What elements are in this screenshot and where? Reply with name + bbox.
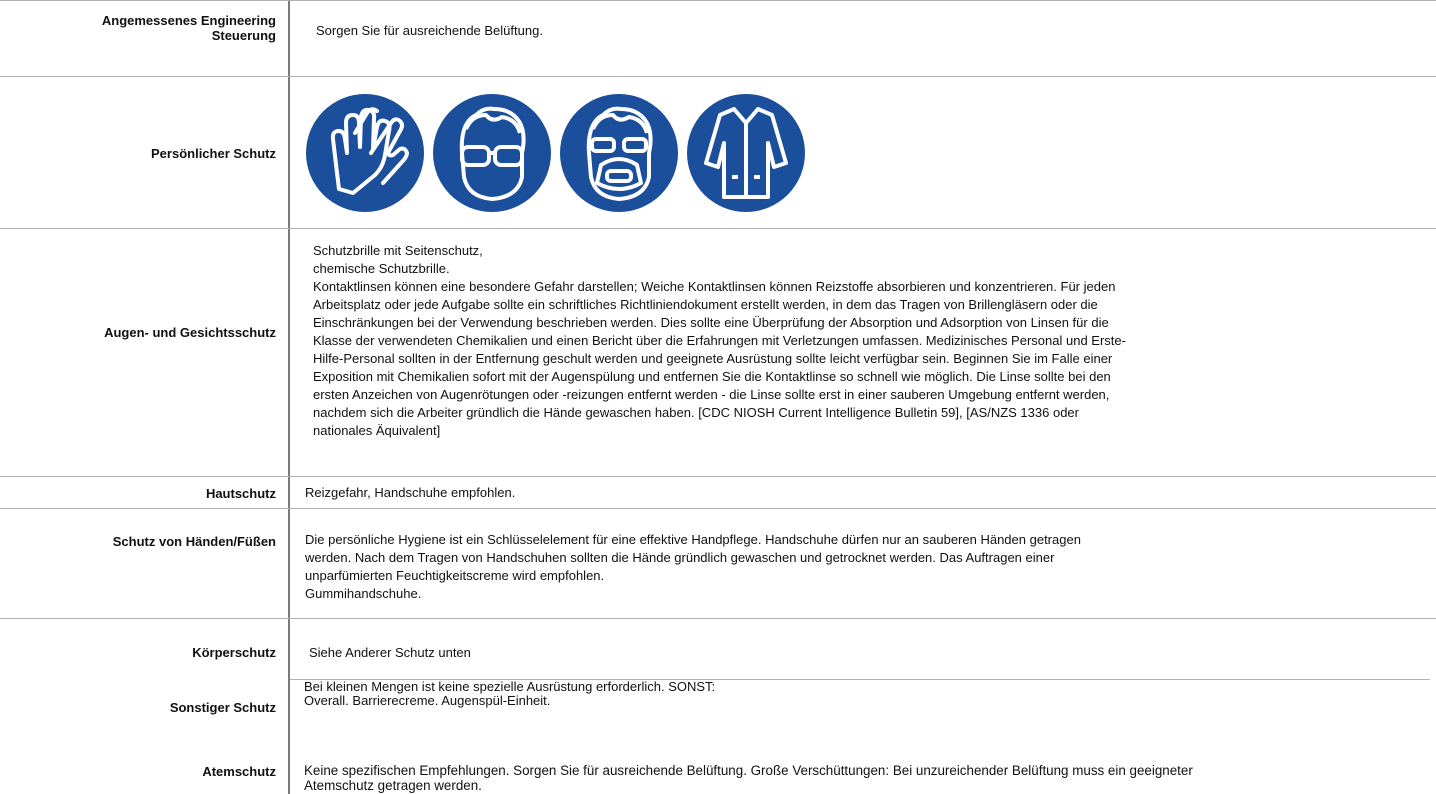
text-line: Hilfe-Personal sollten in der Entfernung geschult werden und geeignete Ausrüstung sollte leicht verfügbar sein. Beginnen Sie im Falle einer xyxy=(313,351,1113,366)
other-protection-text xyxy=(304,680,715,708)
text-line: Schutzbrille mit Seitenschutz, xyxy=(313,243,483,258)
skin-protection-label: Hautschutz xyxy=(205,486,276,501)
lab-coat-icon xyxy=(686,93,806,213)
text-line: Overall. Barrierecreme. Augenspül-Einheit. xyxy=(304,693,551,708)
text-line: Reizgefahr, Handschuhe empfohlen. xyxy=(305,485,516,500)
hand-foot-protection-text xyxy=(305,531,1081,603)
other-protection-label: Sonstiger Schutz xyxy=(169,700,276,715)
text-line: Einschränkungen bei der Verwendung beschrieben werden. Dies sollte eine Überprüfung der Absorption und Adsorption von Linsen für die xyxy=(313,315,1109,330)
text-line: Atemschutz getragen werden. xyxy=(304,778,482,793)
ppe-icon-row xyxy=(305,93,806,213)
text-line: nachdem sich die Arbeiter gründlich die Hände gewaschen haben. [CDC NIOSH Current Intelligence Bulletin 59], [AS/NZS 1336 oder xyxy=(313,405,1079,420)
text-line: nationales Äquivalent] xyxy=(313,423,441,438)
body-protection-label: Körperschutz xyxy=(192,645,276,660)
text-line: chemische Schutzbrille. xyxy=(313,261,450,276)
body-protection-text xyxy=(309,644,471,662)
text-line: Klasse der verwendeten Chemikalien und einen Bericht über die Erfahrungen mit Verletzungen umfassen. Medizinisches Personal und Erste- xyxy=(313,333,1126,348)
text-line: Kontaktlinsen können eine besondere Gefahr darstellen; Weiche Kontaktlinsen können Reizstoffe absorbieren und konzentrieren. Für jeden xyxy=(313,279,1116,294)
skin-protection-text xyxy=(305,484,515,502)
engineering-controls-label xyxy=(6,13,276,43)
engineering-controls-text xyxy=(316,22,543,40)
row-divider xyxy=(0,618,1436,619)
engineering-label-line: Angemessenes Engineering xyxy=(101,13,276,28)
text-line: Bei kleinen Mengen ist keine spezielle Ausrüstung erforderlich. SONST: xyxy=(304,679,716,694)
row-divider xyxy=(0,0,1436,1)
text-line: Siehe Anderer Schutz unten xyxy=(309,645,471,660)
engineering-text: Sorgen Sie für ausreichende Belüftung. xyxy=(316,23,543,38)
engineering-label-line: Steuerung xyxy=(211,28,276,43)
gloves-icon xyxy=(305,93,425,213)
text-line: ersten Anzeichen von Augenrötungen oder -reizungen entfernt werden - die Linse sollte erst in einer sauberen Umgebung entfernt werden, xyxy=(313,387,1110,402)
column-divider xyxy=(288,0,290,794)
row-divider xyxy=(0,476,1436,477)
personal-protection-label: Persönlicher Schutz xyxy=(151,146,276,161)
respirator-mask-icon xyxy=(559,93,679,213)
row-divider xyxy=(0,76,1436,77)
row-divider xyxy=(0,508,1436,509)
respiratory-protection-label: Atemschutz xyxy=(202,764,276,779)
respiratory-protection-text xyxy=(304,763,1193,793)
hand-foot-protection-label: Schutz von Händen/Füßen xyxy=(112,534,276,549)
text-line: Keine spezifischen Empfehlungen. Sorgen Sie für ausreichende Belüftung. Große Verschüttungen: Bei unzureichender Belüftung muss ein geeigneter xyxy=(304,763,1193,778)
row-divider xyxy=(0,228,1436,229)
eye-protection-label: Augen- und Gesichtsschutz xyxy=(104,325,276,340)
text-line: unparfümierten Feuchtigkeitscreme wird empfohlen. xyxy=(305,568,605,583)
eye-protection-text xyxy=(313,242,1126,440)
text-line: Arbeitsplatz oder jede Aufgabe sollte ein schriftliches Richtliniendokument erstellt werden, in dem das Tragen von Brillengläsern oder die xyxy=(313,297,1098,312)
text-line: Exposition mit Chemikalien sofort mit der Augenspülung und entfernen Sie die Kontaktlinse so schnell wie möglich. Die Linse sollte bei den xyxy=(313,369,1111,384)
text-line: werden. Nach dem Tragen von Handschuhen sollten die Hände gründlich gewaschen und getrocknet werden. Das Auftragen einer xyxy=(305,550,1055,565)
text-line: Gummihandschuhe. xyxy=(305,586,422,601)
text-line: Die persönliche Hygiene ist ein Schlüsselelement für eine effektive Handpflege. Handschuhe dürfen nur an sauberen Händen getragen xyxy=(305,532,1081,547)
safety-goggles-icon xyxy=(432,93,552,213)
